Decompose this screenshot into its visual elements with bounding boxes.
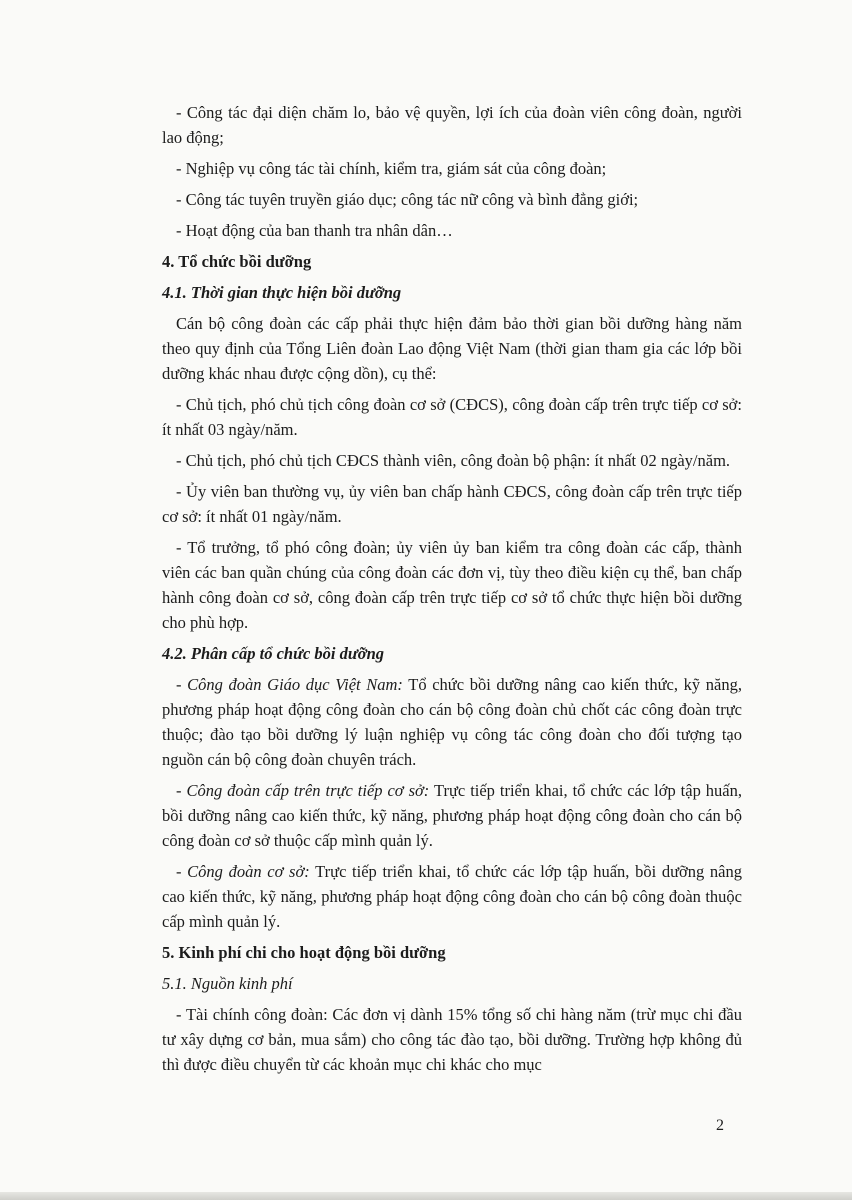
paragraph: - Chủ tịch, phó chủ tịch CĐCS thành viên, công đoàn bộ phận: ít nhất 02 ngày/năm.	[176, 451, 731, 470]
paragraph: - Hoạt động của ban thanh tra nhân dân…	[176, 221, 453, 240]
subsection-heading-text: 5.1. Nguồn kinh phí	[162, 974, 293, 993]
subsection-heading: 4.2. Phân cấp tổ chức bồi dưỡng	[162, 644, 385, 663]
paragraph: Cán bộ công đoàn các cấp phải thực hiện đảm bảo thời gian bồi dưỡng hàng năm theo quy định của Tổng Liên đoàn Lao động Việt Nam (thời gian tham gia các lớp bồi dưỡng khác nhau được cộng dồn), cụ thể:	[162, 314, 742, 383]
paragraph: - Chủ tịch, phó chủ tịch công đoàn cơ sở (CĐCS), công đoàn cấp trên trực tiếp cơ sở: ít nhất 03 ngày/năm.	[162, 395, 742, 439]
subsection-heading: 4.1. Thời gian thực hiện bồi dưỡng	[162, 283, 402, 302]
paragraph: - Ủy viên ban thường vụ, ủy viên ban chấp hành CĐCS, công đoàn cấp trên trực tiếp cơ sở: ít nhất 01 ngày/năm.	[162, 482, 742, 526]
paragraph-text: Trực tiếp triển khai, tổ chức các lớp tập huấn, bồi dưỡng nâng cao kiến thức, kỹ năng, phương pháp hoạt động công đoàn cho cán bộ công đoàn thuộc cấp mình quản lý.	[162, 862, 743, 931]
section-heading: 5. Kinh phí chi cho hoạt động bồi dưỡng	[162, 943, 446, 962]
document-body	[162, 100, 742, 1083]
paragraph-lead: - Công đoàn cấp trên trực tiếp cơ sở:	[176, 781, 430, 800]
paragraph	[162, 672, 742, 772]
section-heading: 4. Tổ chức bồi dưỡng	[162, 252, 312, 271]
paragraph: - Tổ trưởng, tổ phó công đoàn; ủy viên ủy ban kiểm tra công đoàn các cấp, thành viên các ban quần chúng của công đoàn các đơn vị, tùy theo điều kiện cụ thể, ban chấp hành công đoàn cơ sở, công đoàn cấp trên trực tiếp cơ sở tổ chức thực hiện bồi dưỡng cho phù hợp.	[162, 538, 742, 632]
scan-bottom-edge	[0, 1192, 852, 1200]
paragraph: - Công tác tuyên truyền giáo dục; công tác nữ công và bình đẳng giới;	[176, 190, 639, 209]
paragraph	[162, 778, 742, 853]
paragraph: - Công tác đại diện chăm lo, bảo vệ quyền, lợi ích của đoàn viên công đoàn, người lao động;	[162, 103, 742, 147]
paragraph-lead: - Công đoàn Giáo dục Việt Nam:	[176, 675, 403, 694]
paragraph-text: Trực tiếp triển khai, tổ chức các lớp tập huấn, bồi dưỡng nâng cao kiến thức, kỹ năng, phương pháp hoạt động công đoàn cho cán bộ công đoàn cơ sở thuộc cấp mình quản lý.	[162, 781, 742, 850]
page-number: 2	[716, 1117, 724, 1134]
paragraph-lead: - Công đoàn cơ sở:	[176, 862, 310, 881]
paragraph	[162, 859, 742, 934]
paragraph: - Nghiệp vụ công tác tài chính, kiểm tra, giám sát của công đoàn;	[176, 159, 607, 178]
paragraph-text: Tổ chức bồi dưỡng nâng cao kiến thức, kỹ năng, phương pháp hoạt động công đoàn cho cán bộ công đoàn chủ chốt các công đoàn trực thuộc; đào tạo bồi dưỡng lý luận nghiệp vụ công tác công đoàn cho đối tượng tạo nguồn cán bộ công đoàn chuyên trách.	[162, 675, 742, 769]
paragraph: - Tài chính công đoàn: Các đơn vị dành 15% tổng số chi hàng năm (trừ mục chi đầu tư xây dựng cơ bản, mua sắm) cho công tác đào tạo, bồi dưỡng. Trường hợp không đủ thì được điều chuyển từ các khoản mục chi khác cho mục	[162, 1005, 742, 1074]
subsection-heading	[162, 971, 742, 996]
